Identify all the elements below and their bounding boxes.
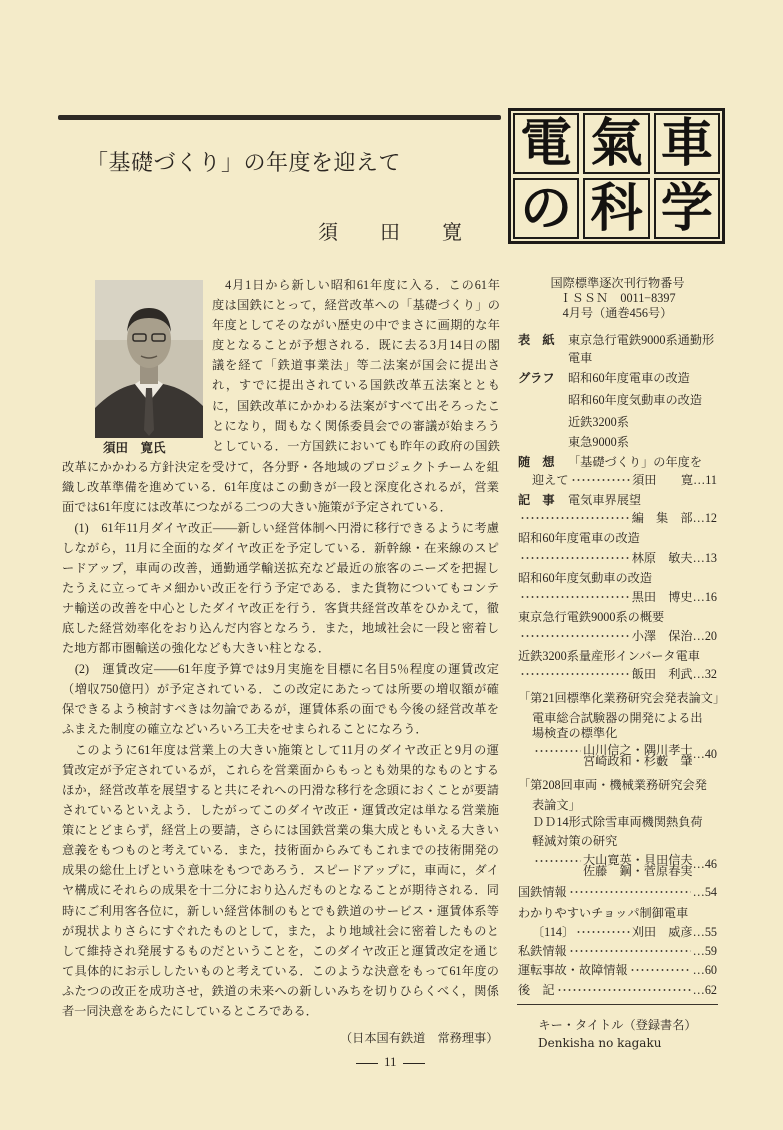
body-line: して維持され発展するものだということを，このダイヤ改正と運賃改定を通じ — [62, 943, 499, 958]
key-title-label: キー・タイトル（登録書名） — [538, 1018, 697, 1032]
toc-entry-title: 昭和60年度気動車の改造 — [568, 393, 703, 407]
toc-author: 宮崎政和・杉藪 肇 — [582, 754, 693, 768]
author-affiliation: （日本国有鉄道 常務理事） — [340, 1031, 499, 1045]
toc-leader-dots — [520, 549, 630, 567]
toc-entry-title: 「第21回標準化業務研究会発表論文」 — [518, 691, 726, 705]
toc-page-number: …13 — [692, 551, 717, 565]
toc-entry-title: 東急9000系 — [568, 435, 629, 449]
toc-entry — [518, 569, 717, 587]
toc-entry — [518, 796, 717, 814]
body-line: このように61年度は営業上の大きい施策として11月のダイヤ改正と9月の運 — [62, 742, 499, 757]
toc-entry-title: 東京急行電鉄9000系通勤形 — [568, 333, 715, 347]
toc-page-number: …32 — [692, 667, 717, 681]
body-line: (1) 61年11月ダイヤ改正――新しい経営体制へ円滑に移行できるように考慮 — [62, 520, 499, 535]
toc-entry-title: 東京急行電鉄9000系の概要 — [518, 610, 665, 624]
toc-entry — [518, 471, 717, 489]
toc-page-number: …40 — [692, 747, 717, 761]
toc-entry-title: 昭和60年度気動車の改造 — [518, 571, 653, 585]
toc-entry-author: 須田 寛 — [632, 473, 694, 487]
toc-entry — [518, 608, 717, 626]
toc-leader-dots — [630, 961, 691, 979]
paragraph — [62, 740, 499, 1021]
body-line: に，国鉄改革にかかわる法案がすべて出そろったこ — [212, 398, 500, 413]
toc-entry — [518, 832, 717, 850]
toc-page-number: …54 — [692, 885, 717, 899]
toc-entry-title: 運転事故・故障情報 — [518, 963, 628, 977]
page-number-text: 11 — [384, 1054, 397, 1069]
toc-entry-title: わかりやすいチョッパ制御電車 — [518, 906, 689, 920]
toc-entry — [518, 852, 717, 878]
toc-entry-title: 昭和60年度電車の改造 — [518, 531, 640, 545]
toc-page-number: …12 — [692, 511, 717, 525]
toc-entry — [518, 724, 717, 742]
toc-entry — [518, 391, 717, 409]
body-line: ナ輸送の改善を中心としたダイヤ改正を行う．客貨共経営改革をひかえて，徹 — [62, 601, 499, 616]
paragraph — [62, 659, 499, 739]
toc-leader-dots — [569, 942, 691, 960]
body-line: とになり，間もなく関係委員会での審議が始まろう — [212, 418, 500, 433]
toc-entry-author: 刈田 威彦 — [631, 925, 693, 939]
toc-page-number: …55 — [692, 925, 717, 939]
body-line: て具体的にお示ししたいものと考えている．このような決意をもって61年度の — [62, 963, 499, 978]
toc-entry — [518, 433, 717, 451]
toc-page-number: …60 — [692, 963, 717, 977]
photo-caption: 須田 寛氏 — [103, 441, 166, 455]
toc-entry — [518, 509, 717, 527]
toc-entry-title: 電車 — [568, 351, 593, 365]
body-line: されているといえよう．したがってこのダイヤ改正・運賃改定は単なる営業施 — [62, 803, 499, 818]
body-line: (2) 運賃改定――61年度予算では9月実施を目標に名目5％程度の運賃改定 — [62, 661, 499, 676]
toc-leader-dots — [520, 627, 630, 645]
toc-entry — [518, 665, 717, 683]
body-line: 4月1日から新しい昭和61年度に入る．この61年 — [212, 278, 500, 292]
toc-leader-dots — [520, 588, 630, 606]
toc-entry-title: 「基礎づくり」の年度を — [568, 455, 703, 469]
toc-entry-title: 私鉄情報 — [518, 944, 567, 958]
body-line: 成果の総仕上げという意味をもつであろう．スピードアップに，車両に，ダイ — [62, 863, 499, 878]
body-line: 面では61年度には改革につながる二つの大きい施策が予定されている． — [62, 500, 452, 515]
toc-entry — [518, 369, 717, 387]
body-line: 度は国鉄にとって，経営改革への「基礎づくり」の — [212, 298, 500, 313]
logo-char: の — [513, 178, 579, 239]
body-line: 時にご利用客各位に，新しい経営体制のもとでも鉄道のサービス・運賃体系等 — [62, 903, 499, 918]
body-line: 底した経営効率化をおり込んだ内容となろう．また，地域社会に一段と密着し — [62, 621, 499, 636]
author-portrait-photo — [95, 280, 203, 438]
body-line: ードアップ，車両の改善，通勤通学輸送拡充など最近の旅客のニーズを把握し — [62, 560, 499, 575]
toc-entry-author: 黒田 博史 — [631, 590, 693, 604]
toc-entry — [518, 904, 717, 922]
toc-entry — [518, 776, 717, 794]
body-line: 者一同決意をあらたにしているところである． — [62, 1004, 318, 1019]
article-body — [62, 457, 499, 1022]
toc-page-number: …59 — [692, 944, 717, 958]
article-author — [318, 216, 504, 245]
paragraph — [62, 518, 499, 659]
article-title: 「基礎づくり」の年度を迎えて — [86, 150, 402, 175]
toc-entry — [518, 331, 717, 349]
toc-entry-title: 場検査の標準化 — [532, 726, 618, 740]
toc-entry-title: 近鉄3200系 — [568, 415, 629, 429]
toc-entry-title: 「第208回車両・機械業務研究会発 — [518, 778, 707, 792]
page-number — [350, 1054, 431, 1070]
toc-entry — [518, 742, 717, 768]
toc-entry-title: 近鉄3200系量産形インバータ電車 — [518, 649, 700, 663]
author-char: 田 — [380, 222, 400, 244]
toc-page-number: …62 — [692, 983, 717, 997]
toc-issue-info: 4月号（通巻456号） — [562, 306, 673, 320]
toc-leader-dots — [520, 509, 630, 527]
toc-issue-info: ＩＳＳＮ 0011−8397 — [559, 291, 676, 305]
toc-entry — [518, 923, 717, 941]
toc-entry-title: 迎えて — [532, 473, 569, 487]
toc-entry-authors — [583, 745, 693, 767]
toc-leader-dots — [534, 852, 581, 870]
body-line: 織し改革準備を進めている．61年度はこの動きが一段と深度化されるが，営業 — [62, 480, 499, 495]
body-line: ふたつの改正を成功させ，鉄道の未来への新しいみちを切りひらくべく，関係 — [62, 983, 499, 998]
toc-entry — [518, 981, 717, 999]
body-line: 議を経て「鉄道事業法」等二法案が国会に提出さ — [212, 358, 500, 373]
logo-char: 車 — [654, 113, 720, 174]
body-line: が現状よりさらにすぐれたものとして，また，より地域社会に密着したものと — [62, 923, 499, 938]
toc-entry — [518, 588, 717, 606]
toc-entry — [518, 942, 717, 960]
toc-entry-author: 林原 敏夫 — [631, 551, 693, 565]
toc-page-number: …20 — [692, 629, 717, 643]
toc-divider — [517, 1004, 718, 1005]
body-line: れ，すでに提出されている国鉄改革五法案ととも — [212, 378, 500, 393]
toc-leader-dots — [557, 981, 691, 999]
toc-author: 山川信之・隅川孝士 — [582, 743, 693, 757]
toc-entry — [518, 453, 717, 471]
body-line: 度となることが予想される．既に去る3月14日の閣 — [212, 338, 500, 353]
toc-section-label: グラフ — [518, 371, 555, 385]
article-body-beside-photo — [212, 275, 500, 456]
logo-char: 氣 — [583, 113, 649, 174]
title-rule — [58, 115, 501, 120]
toc-entry-authors — [583, 855, 693, 877]
toc-section-label: 表 紙 — [518, 333, 555, 347]
toc-entry — [518, 491, 717, 509]
toc-page-number: …46 — [692, 857, 717, 871]
body-line: 改革にかかわる方針決定を受けて，各分野・各地域のプロジェクトチームを組 — [62, 460, 499, 474]
author-char: 寛 — [442, 222, 462, 244]
body-line: ほか，経営改革を展望すると共にそれへの円滑な移行を念頭におくことが要請 — [62, 783, 499, 797]
body-line: 保できるよう検討すべきは勿論であるが，運賃体系の面でも今後の経営改革を — [62, 702, 499, 717]
toc-entry — [518, 813, 717, 831]
toc-entry — [518, 689, 726, 707]
toc-entry — [518, 349, 717, 367]
toc-entry-title: 軽減対策の研究 — [532, 834, 618, 848]
body-line: しながら，11月に全面的なダイヤ改正を予定している．新幹線・在来線のスピ — [62, 540, 499, 555]
toc-author: 大山寛英・貝田信夫 — [582, 853, 693, 867]
body-line: （増収750億円）が予定されている．この改定にあたっては所要の増収額が確 — [62, 682, 499, 697]
toc-entry-author: 飯田 利武 — [631, 667, 693, 681]
toc-page-number: …16 — [692, 590, 717, 604]
toc-entry-title: 表論文」 — [532, 798, 581, 812]
toc-entry — [518, 529, 717, 547]
toc-leader-dots — [520, 665, 630, 683]
toc-issue-info: 国際標準逐次刊行物番号 — [550, 276, 685, 290]
key-title: Denkisha no kagaku — [538, 1036, 662, 1050]
toc-leader-dots — [571, 471, 631, 489]
toc-entry-title: 電気車界展望 — [568, 493, 642, 507]
toc-entry — [518, 627, 717, 645]
toc-leader-dots — [534, 742, 581, 760]
logo-char: 学 — [654, 178, 720, 239]
magazine-logo — [508, 108, 725, 244]
toc-leader-dots — [576, 923, 629, 941]
toc-section-label: 随 想 — [518, 455, 555, 469]
toc-entry — [518, 647, 717, 665]
toc-entry — [518, 883, 717, 901]
body-line: 意義をもつものと考えている．また，技術面からみてもこれまでの技術開発の — [62, 843, 499, 858]
body-line: 年度としてそのながい歴史の中でまさに画期的な年 — [212, 318, 500, 333]
toc-entry-title: 国鉄情報 — [518, 885, 567, 899]
author-char: 須 — [318, 222, 338, 244]
body-line: としている．一方国鉄においても昨年の政府の国鉄 — [212, 438, 500, 453]
toc-leader-dots — [569, 883, 691, 901]
logo-char: 電 — [513, 113, 579, 174]
toc-section-label: 記 事 — [518, 493, 555, 507]
body-line: ふまえた制度の確立などいろいろ工夫をせまられることになろう． — [62, 722, 428, 737]
toc-entry-title: 後 記 — [518, 983, 555, 997]
toc-entry-title: ＤＤ14形式除雪車両機関熱負荷 — [532, 815, 703, 829]
toc-entry — [518, 549, 717, 567]
toc-entry — [518, 961, 717, 979]
body-line: たうえに立ってキメ細かい改正を行う予定である．また貨物についてもコンテ — [62, 581, 499, 596]
body-line: 賃改定が予定されているが，これらを営業面からもっとも効果的なものとする — [62, 762, 499, 777]
toc-entry-title: 〔114〕 — [532, 925, 575, 939]
toc-entry-author: 編 集 部 — [631, 511, 693, 525]
body-line: ヤ構成にそれらの成果を十二分におり込んだものとなることが期待される．同 — [62, 883, 499, 898]
paragraph — [62, 457, 499, 517]
toc-author: 佐藤 鋼・菅原春実 — [582, 864, 693, 878]
toc-entry-title: 昭和60年度電車の改造 — [568, 371, 690, 385]
logo-char: 科 — [583, 178, 649, 239]
body-line: た地方都市圏輸送の強化なども大きい柱となる． — [62, 641, 331, 656]
toc-entry — [518, 413, 717, 431]
toc-entry-title: 電車総合試験器の開発による出 — [532, 711, 703, 725]
toc-entry-author: 小澤 保治 — [631, 629, 693, 643]
body-line: 策にとどまらず，経営上の要請，さらには国鉄営業の集大成ともいえる大きい — [62, 823, 499, 838]
toc-page-number: …11 — [693, 473, 717, 487]
